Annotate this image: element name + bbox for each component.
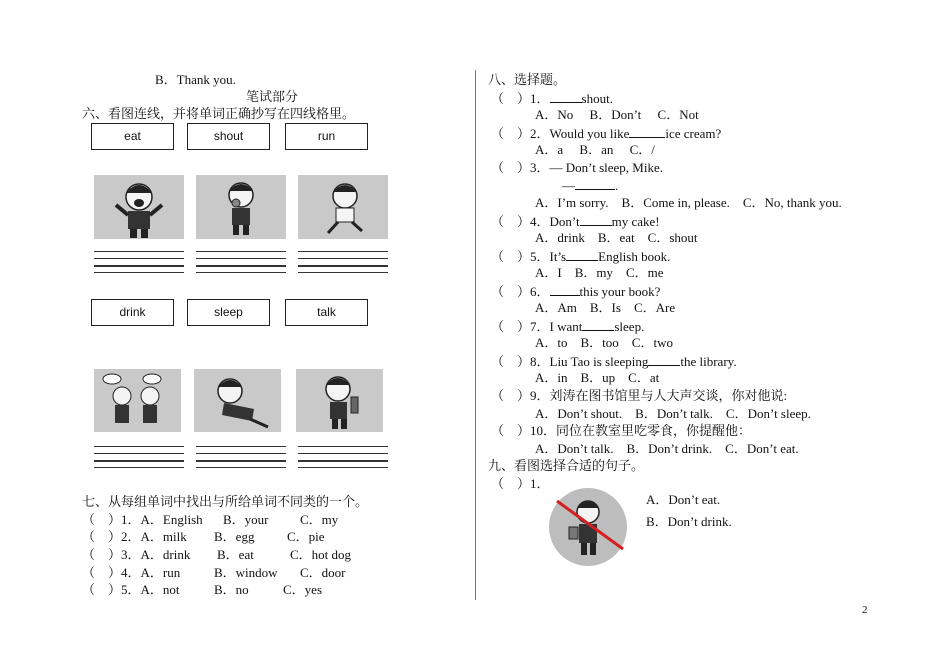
- q8-item-9: （ ）9．刘涛在图书馆里与人大声交谈，你对他说:: [491, 388, 788, 403]
- q8-item-8: （ ）8．Liu Tao is sleeping the library.: [491, 354, 737, 369]
- four-line-grid: [298, 251, 388, 279]
- q8-item-4-options: A．drink B．eat C．shout: [535, 230, 698, 245]
- q8-item-9-options: A．Don’t shout. B．Don’t talk. C．Don’t sleep.: [535, 406, 811, 421]
- q8-item-6: （ ）6． this your book?: [491, 284, 661, 299]
- q8-item-10: （ ）10．同位在教室里吃零食，你提醒他：: [491, 423, 752, 438]
- written-section-title: 笔试部分: [246, 89, 299, 104]
- four-line-grid: [196, 446, 286, 474]
- picture-boy-eating: [196, 175, 286, 239]
- word-box-drink: drink: [91, 299, 174, 326]
- q7-item-5: （ ）5．A．not B．no C．yes: [82, 582, 323, 597]
- picture-no-eating-sign: [547, 487, 629, 567]
- q9-option-b: B．Don’t drink.: [646, 514, 732, 529]
- q8-item-8-options: A．in B．up C．at: [535, 370, 660, 385]
- q7-item-4: （ ）4．A．run B．window C．door: [82, 565, 346, 580]
- word-box-shout: shout: [187, 123, 270, 150]
- q9-item-1: （ ）1．: [491, 476, 550, 491]
- q8-item-3-reply: — .: [562, 178, 619, 193]
- word-box-talk: talk: [285, 299, 368, 326]
- q8-item-6-options: A．Am B．Is C．Are: [535, 300, 676, 315]
- previous-option-b: B．Thank you.: [155, 72, 236, 87]
- q7-title: 七、从每组单词中找出与所给单词不同类的一个。: [82, 494, 369, 509]
- q7-item-2: （ ）2．A．milk B．egg C．pie: [82, 529, 325, 544]
- q8-item-2-options: A．a B．an C．/: [535, 142, 655, 157]
- q8-item-7-options: A．to B．too C．two: [535, 335, 673, 350]
- q8-item-3-options: A．I’m sorry. B．Come in, please. C．No, thank you.: [535, 195, 842, 210]
- q6-title: 六、看图连线，并将单词正确抄写在四线格里。: [82, 106, 356, 121]
- q9-option-a: A．Don’t eat.: [646, 492, 721, 507]
- four-line-grid: [196, 251, 286, 279]
- word-box-sleep: sleep: [187, 299, 270, 326]
- q8-item-1: （ ）1． shout.: [491, 91, 613, 106]
- word-box-run: run: [285, 123, 368, 150]
- picture-boy-running: [298, 175, 388, 239]
- q9-title: 九、看图选择合适的句子。: [488, 458, 645, 473]
- q8-item-3: （ ）3．— Don’t sleep, Mike.: [491, 160, 663, 175]
- q8-item-2: （ ）2．Would you like ice cream?: [491, 126, 722, 141]
- picture-kids-talking: [94, 369, 181, 432]
- q8-item-7: （ ）7．I want sleep.: [491, 319, 645, 334]
- q8-title: 八、选择题。: [488, 72, 567, 87]
- four-line-grid: [94, 446, 184, 474]
- page-number: 2: [862, 604, 868, 616]
- q8-item-4: （ ）4．Don’t my cake!: [491, 214, 660, 229]
- q8-item-5: （ ）5．It’s English book.: [491, 249, 671, 264]
- q8-item-1-options: A．No B．Don’t C．Not: [535, 107, 699, 122]
- picture-boy-drinking: [296, 369, 383, 432]
- picture-boy-sleeping: [194, 369, 281, 432]
- q8-item-10-options: A．Don’t talk. B．Don’t drink. C．Don’t eat.: [535, 441, 799, 456]
- q7-item-1: （ ）1．A．English B．your C．my: [82, 512, 339, 527]
- word-box-eat: eat: [91, 123, 174, 150]
- four-line-grid: [94, 251, 184, 279]
- q8-item-5-options: A．I B．my C．me: [535, 265, 664, 280]
- picture-boy-shouting: [94, 175, 184, 239]
- q7-item-3: （ ）3．A．drink B．eat C．hot dog: [82, 547, 352, 562]
- column-divider: [475, 70, 476, 600]
- four-line-grid: [298, 446, 388, 474]
